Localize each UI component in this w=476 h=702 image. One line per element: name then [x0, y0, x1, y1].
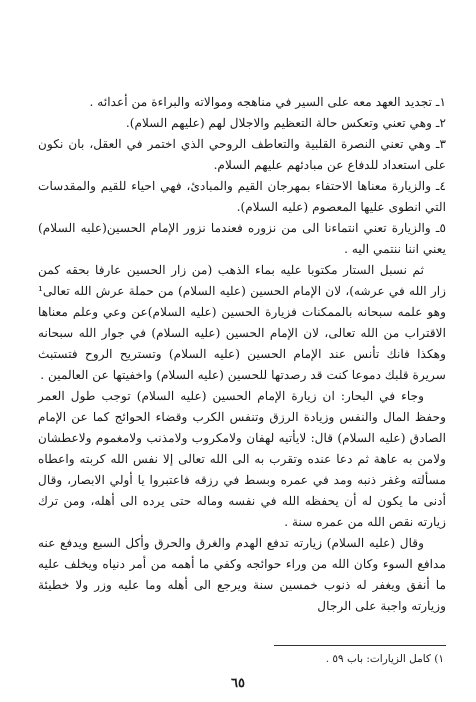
list-item-3: ٣ـ وهي تعني النصرة القلبية والتعاطف الروحي الذي اختمر في العقل، بان نكون على استعداد للدفاع عن مبادئهم عليهم السلام. [38, 137, 446, 172]
list-item-4: ٤ـ والزيارة معناها الاحتفاء بمهرجان القيم والمبادئ، فهي احياء للقيم والمقدسات التي انطوى عليها المعصوم (عليه السلام). [38, 179, 446, 214]
list-item-5: ٥ـ والزيارة تعني انتماءنا الى من نزوره فعندما نزور الإمام الحسين(عليه السلام) يعني اننا ننتمي اليه . [38, 221, 446, 256]
footnote: ١) كامل الزيارات: باب ٥٩ . [325, 653, 444, 665]
list-item-1: ١ـ تجديد العهد معه على السير في مناهجه وموالاته والبراءة من أعدائه . [89, 95, 446, 109]
page-body [38, 92, 446, 617]
footnote-divider [274, 645, 446, 646]
list-item-2: ٢ـ وهي تعني وتعكس حالة التعظيم والاجلال لهم (عليهم السلام). [125, 116, 446, 130]
paragraph-bihar-quote: وجاء في البحار: ان زيارة الإمام الحسين (عليه السلام) توجب طول العمر وحفظ المال والنفس وزيادة الرزق وتنفس الكرب وقضاء الحوائج كما عن الإمام الصادق (عليه السلام) قال: لايأتيه لهفان ولامكروب ولامذنب ولامغموم ولاعطشان ولامن به عاهة ثم دعا عنده وتقرب به الى الله تعالى إلا نفس الله كربته واعطاه مسألته وغفر ذنبه ومد في عمره وبسط في رزقه فاعتبروا يا أولي الابصار، وقال أدنى ما يكون له أن يحفظه الله في نفسه وماله حتى يرده الى أهله، ومن ترك زيارته نقص الله من عمره سنة . [38, 389, 446, 529]
paragraph-visit-meaning: ثم نسبل الستار مكتوبا عليه بماء الذهب (من زار الحسين عارفا بحقه كمن زار الله في عرشه)، لان الإمام الحسين (عليه السلام) من حملة عرش الله تعالى¹ وهو علمه سبحانه بالممكنات فزيارة الحسين (عليه السلام)عن وعي وعلم معناها الاقتراب من الله تعالى، لان الإمام الحسين (عليه السلام) في جوار الله سبحانه وهكذا فانك تأنس عند الإمام الحسين (عليه السلام) وتستريح الروح فتستبث سريرة قلبك دموعا كنت قد رصدتها للحسين (عليه السلام) واخفيتها عن العالمين . [38, 263, 446, 382]
paragraph-visit-benefits: وقال (عليه السلام) زيارته تدفع الهدم والغرق والحرق وأكل السبع ويدفع عنه مدافع السوء وكان الله من وراء حوائجه وكفي ما أهمه من أمر دنياه ويخلف عليه ما أنفق ويغفر له ذنوب خمسين سنة ويرجع الى أهله وما عليه وزر ولا خطيئة وزيارته واجبة على الرجال [38, 536, 446, 613]
page-number: ٦٥ [231, 676, 245, 691]
